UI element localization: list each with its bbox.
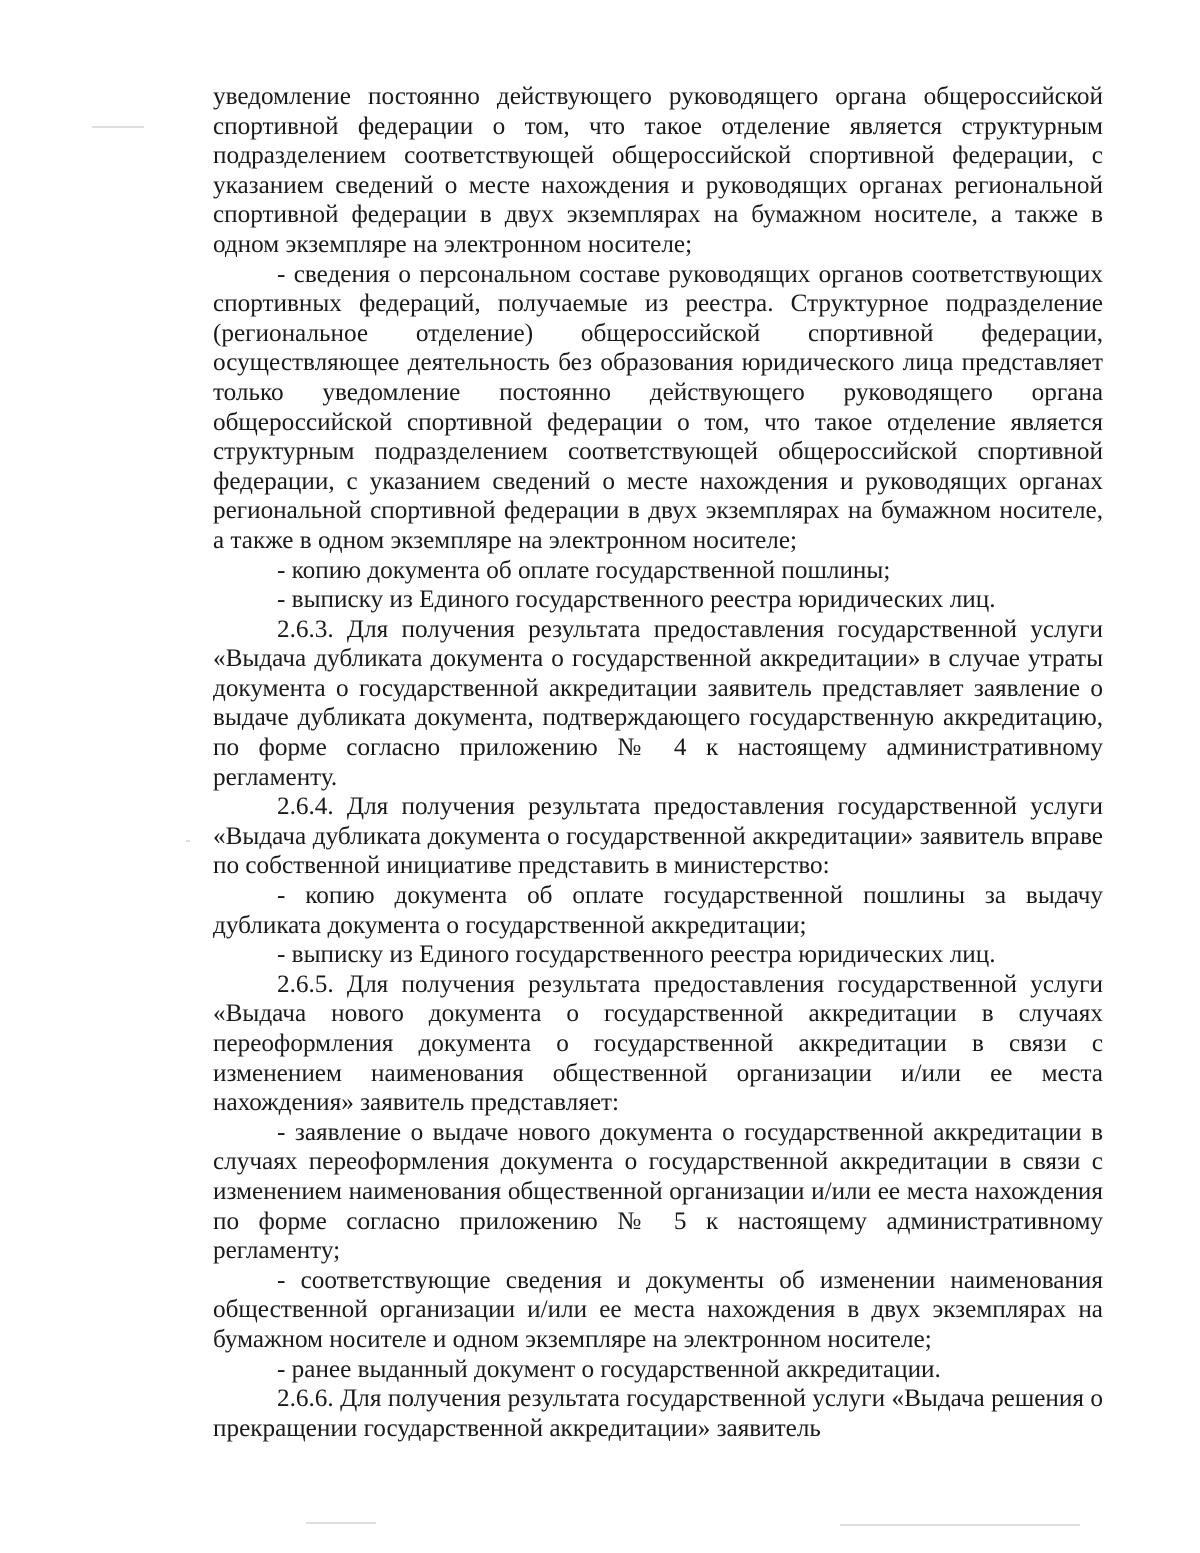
paragraph-new-document-application: - заявление о выдаче нового документа о государственной аккредитации в случаях переоформления документа о государственной аккредитации в связи с изменением наименования общественной организации и/или ее места нахождения по форме согласно приложению № 5 к настоящему административному регламенту; [213, 1118, 1103, 1265]
scan-noise-bottom-right [840, 1524, 1080, 1526]
paragraph-2-6-4: 2.6.4. Для получения результата предоставления государственной услуги «Выдача дубликата документа о государственной аккредитации» заявитель вправе по собственной инициативе представить в министерство: [213, 793, 1103, 880]
paragraph-change-documents: - соответствующие сведения и документы об изменении наименования общественной организации и/или ее места нахождения в двух экземплярах на бумажном носителе и одном экземпляре на электронном носителе; [213, 1266, 1103, 1353]
paragraph-register-extract: - выписку из Единого государственного реестра юридических лиц. [277, 586, 996, 614]
scan-noise-left-top [92, 126, 144, 128]
paragraph-duplicate-fee-copy: - копию документа об оплате государственной пошлины за выдачу дубликата документа о государственной аккредитации; [213, 882, 1103, 939]
paragraph-register-extract-2: - выписку из Единого государственного реестра юридических лиц. [277, 941, 996, 969]
paragraph-state-fee-copy: - копию документа об оплате государственной пошлины; [277, 556, 891, 584]
document-body [213, 82, 1103, 1443]
paragraph-previous-document: - ранее выданный документ о государственной аккредитации. [277, 1355, 941, 1383]
paragraph-2-6-3: 2.6.3. Для получения результата предоставления государственной услуги «Выдача дубликата документа о государственной аккредитации» в случае утраты документа о государственной аккредитации заявитель представляет заявление о выдаче дубликата документа, подтверждающего государственную аккредитацию, по форме согласно приложению № 4 к настоящему административному регламенту. [213, 615, 1103, 791]
paragraph-governing-bodies-info: - сведения о персональном составе руководящих органов соответствующих спортивных федераций, получаемые из реестра. Структурное подразделение (региональное отделение) общероссийской спортивной федерации, осуществляющее деятельность без образования юридического лица представляет только уведомление постоянно действующего руководящего органа общероссийской спортивной федерации о том, что такое отделение является структурным подразделением соответствующей общероссийской спортивной федерации, с указанием сведений о месте нахождения и руководящих органах региональной спортивной федерации в двух экземплярах на бумажном носителе, а также в одном экземпляре на электронном носителе; [213, 260, 1103, 554]
paragraph-2-6-6: 2.6.6. Для получения результата государственной услуги «Выдача решения о прекращении государственной аккредитации» заявитель [213, 1385, 1103, 1442]
paragraph-2-6-5: 2.6.5. Для получения результата предоставления государственной услуги «Выдача нового документа о государственной аккредитации в случаях переоформления документа о государственной аккредитации в связи с изменением наименования общественной организации и/или ее места нахождения» заявитель представляет: [213, 970, 1103, 1117]
scan-noise-left-mid [186, 840, 190, 842]
scan-noise-bottom-left [306, 1522, 376, 1524]
paragraph-notification-continued: уведомление постоянно действующего руководящего органа общероссийской спортивной федерации о том, что такое отделение является структурным подразделением соответствующей общероссийской спортивной федерации, с указанием сведений о месте нахождения и руководящих органах региональной спортивной федерации в двух экземплярах на бумажном носителе, а также в одном экземпляре на электронном носителе; [213, 83, 1103, 258]
